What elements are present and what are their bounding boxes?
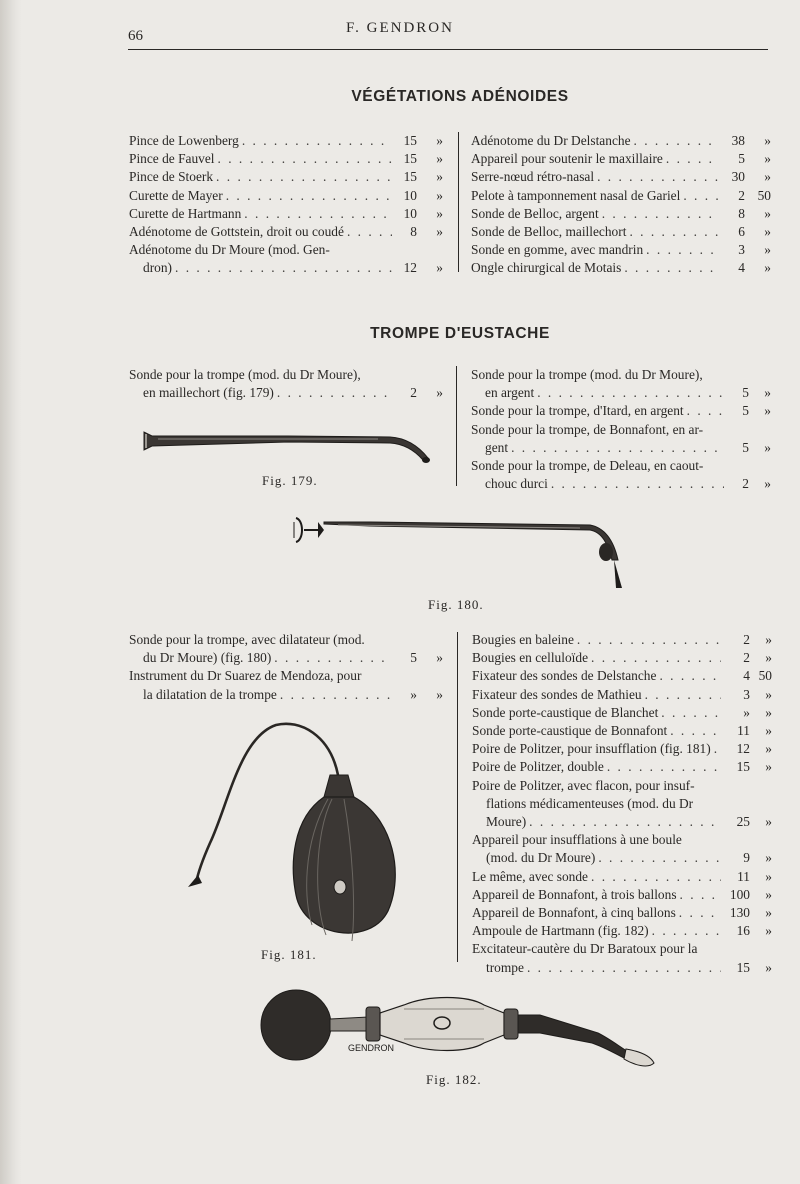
leader-dots bbox=[661, 704, 721, 722]
price-centimes: » bbox=[764, 242, 771, 258]
leader-dots bbox=[218, 150, 392, 168]
list-item bbox=[471, 187, 771, 205]
leader-dots bbox=[280, 686, 392, 704]
price-francs: 5 bbox=[738, 151, 745, 167]
leader-dots bbox=[537, 384, 724, 402]
price-centimes: » bbox=[436, 650, 443, 666]
page-number: 66 bbox=[128, 28, 143, 44]
figure-181-caption: Fig. 181. bbox=[261, 947, 317, 962]
price-francs: 12 bbox=[736, 741, 750, 757]
list-item bbox=[471, 421, 771, 457]
section-title-vegetations: VÉGÉTATIONS ADÉNOIDES bbox=[351, 88, 569, 105]
figure-179-caption: Fig. 179. bbox=[262, 473, 318, 488]
price-centimes: » bbox=[765, 923, 772, 939]
list-item bbox=[471, 150, 771, 168]
price-francs: 3 bbox=[738, 242, 745, 258]
item-label: Curette de Mayer bbox=[129, 187, 223, 203]
item-label-line2: chouc durci bbox=[485, 476, 548, 492]
item-label: Poire de Politzer, double bbox=[472, 759, 604, 775]
price-francs: 5 bbox=[742, 385, 749, 401]
leader-dots bbox=[602, 205, 720, 223]
item-label-line2: du Dr Moure) (fig. 180) bbox=[143, 650, 272, 666]
item-label-line1: Excitateur-cautère du Dr Baratoux pour la bbox=[472, 941, 698, 957]
price-centimes: » bbox=[764, 439, 771, 455]
leader-dots bbox=[666, 150, 720, 168]
price-francs: 30 bbox=[731, 169, 745, 185]
price-francs: 8 bbox=[738, 205, 745, 221]
price-centimes: » bbox=[764, 224, 771, 240]
price-centimes: » bbox=[764, 403, 771, 419]
item-label: Appareil pour soutenir le maxillaire bbox=[471, 151, 663, 167]
price-centimes: » bbox=[764, 260, 771, 276]
price-centimes: » bbox=[436, 151, 443, 167]
item-label-line1: Appareil pour insufflations à une boule bbox=[472, 832, 682, 848]
item-label: Sonde pour la trompe, d'Itard, en argent bbox=[471, 403, 684, 419]
item-label-line2: trompe bbox=[486, 959, 524, 975]
list-item bbox=[129, 667, 443, 703]
list-item bbox=[472, 831, 772, 867]
leader-dots bbox=[683, 187, 720, 205]
figure-182-hartmann-ampoule bbox=[258, 985, 658, 1077]
list-item bbox=[471, 223, 771, 241]
list-item bbox=[471, 168, 771, 186]
price-centimes: » bbox=[436, 224, 443, 240]
leader-dots bbox=[277, 384, 392, 402]
price-francs: 38 bbox=[731, 133, 745, 148]
list-item bbox=[129, 150, 443, 168]
figure-179-tube-sonde bbox=[138, 422, 433, 472]
price-centimes: » bbox=[765, 650, 772, 666]
item-label-line2: dron) bbox=[143, 260, 173, 276]
list-item bbox=[471, 132, 771, 150]
price-centimes: » bbox=[764, 133, 771, 148]
leader-dots bbox=[591, 868, 721, 886]
item-label: Le même, avec sonde bbox=[472, 868, 588, 884]
item-label-line1: Sonde pour la trompe, avec dilatateur (mod. bbox=[129, 632, 365, 647]
leader-dots bbox=[624, 259, 720, 277]
item-label: Adénotome du Dr Delstanche bbox=[471, 133, 631, 148]
list-item bbox=[472, 904, 772, 922]
price-francs: 3 bbox=[743, 686, 750, 702]
item-label-line1: Instrument du Dr Suarez de Mendoza, pour bbox=[129, 668, 362, 684]
leader-dots bbox=[634, 132, 720, 150]
item-label: Ongle chirurgical de Motais bbox=[471, 260, 622, 276]
price-centimes: 50 bbox=[757, 187, 771, 203]
leader-dots bbox=[347, 223, 392, 241]
page-gutter-shadow bbox=[0, 0, 22, 1184]
list-item bbox=[471, 259, 771, 277]
item-label-line1b: flations médicamenteuses (mod. du Dr bbox=[486, 795, 694, 811]
list-item bbox=[129, 631, 443, 667]
price-centimes: » bbox=[764, 151, 771, 167]
insufflation-left-column bbox=[129, 631, 443, 704]
leader-dots bbox=[629, 223, 720, 241]
price-francs: 4 bbox=[743, 668, 750, 684]
column-divider bbox=[457, 632, 458, 962]
item-label-line1: Adénotome du Dr Moure (mod. Gen- bbox=[129, 242, 330, 258]
price-francs: 2 bbox=[410, 385, 417, 401]
leader-dots bbox=[244, 205, 392, 223]
price-francs: 12 bbox=[403, 260, 417, 276]
leader-dots bbox=[714, 740, 721, 758]
list-item bbox=[472, 777, 772, 832]
price-francs: 10 bbox=[403, 187, 417, 203]
list-item bbox=[471, 366, 771, 402]
list-item bbox=[129, 366, 443, 402]
price-centimes: » bbox=[765, 741, 772, 757]
item-label-line2: Moure) bbox=[486, 814, 527, 830]
item-label: Poire de Politzer, pour insufflation (fig. 181) bbox=[472, 741, 711, 757]
price-centimes: 50 bbox=[758, 668, 772, 684]
leader-dots bbox=[680, 886, 721, 904]
price-centimes: » bbox=[765, 850, 772, 866]
item-label: Sonde porte-caustique de Blanchet bbox=[472, 704, 659, 720]
leader-dots bbox=[598, 849, 721, 867]
price-centimes: » bbox=[436, 260, 443, 276]
price-francs: 15 bbox=[403, 133, 417, 148]
list-item bbox=[472, 667, 772, 685]
running-title: F. GENDRON bbox=[346, 20, 454, 36]
figure-180-dilator-sonde bbox=[290, 508, 630, 598]
price-francs: 2 bbox=[742, 476, 749, 492]
price-francs: » bbox=[743, 704, 750, 720]
insufflation-right-column bbox=[472, 631, 772, 977]
price-francs: 2 bbox=[743, 632, 750, 647]
list-item bbox=[471, 457, 771, 493]
figure-182-maker-stamp: GENDRON bbox=[348, 1043, 395, 1053]
item-label-line2: gent bbox=[485, 439, 509, 455]
item-label: Pince de Stoerk bbox=[129, 169, 214, 185]
section-title-trompe: TROMPE D'EUSTACHE bbox=[370, 325, 550, 342]
price-francs: 15 bbox=[403, 169, 417, 185]
item-label-line1: Sonde pour la trompe, de Bonnafont, en ar- bbox=[471, 421, 704, 437]
price-francs: 11 bbox=[737, 723, 750, 739]
price-centimes: » bbox=[765, 723, 772, 739]
list-item bbox=[472, 886, 772, 904]
list-item bbox=[129, 187, 443, 205]
leader-dots bbox=[527, 959, 721, 977]
list-item bbox=[472, 631, 772, 649]
list-item bbox=[129, 223, 443, 241]
price-francs: 11 bbox=[737, 868, 750, 884]
item-label: Pince de Lowenberg bbox=[129, 133, 239, 148]
leader-dots bbox=[645, 686, 721, 704]
price-francs: 15 bbox=[736, 759, 750, 775]
price-centimes: » bbox=[765, 886, 772, 902]
price-francs: 5 bbox=[742, 403, 749, 419]
list-item bbox=[472, 758, 772, 776]
list-item bbox=[472, 704, 772, 722]
figure-180-caption: Fig. 180. bbox=[428, 597, 484, 612]
price-centimes: » bbox=[436, 686, 443, 702]
price-centimes: » bbox=[436, 133, 443, 148]
price-francs: 25 bbox=[736, 814, 750, 830]
item-label-line1: Sonde pour la trompe, de Deleau, en caout- bbox=[471, 458, 704, 474]
leader-dots bbox=[591, 649, 721, 667]
list-item bbox=[471, 241, 771, 259]
vegetations-left-column bbox=[129, 132, 443, 278]
list-item bbox=[129, 241, 443, 277]
price-francs: 4 bbox=[738, 260, 745, 276]
leader-dots bbox=[607, 758, 721, 776]
trompe-left-column bbox=[129, 366, 443, 402]
list-item bbox=[129, 132, 443, 150]
item-label-line1: Sonde pour la trompe (mod. du Dr Moure), bbox=[471, 367, 703, 382]
price-francs: » bbox=[410, 686, 417, 702]
item-label: Appareil de Bonnafont, à cinq ballons bbox=[472, 905, 676, 921]
item-label: Bougies en celluloïde bbox=[472, 650, 589, 666]
item-label-line2: (mod. du Dr Moure) bbox=[486, 850, 596, 866]
leader-dots bbox=[597, 168, 720, 186]
leader-dots bbox=[646, 241, 720, 259]
price-centimes: » bbox=[764, 205, 771, 221]
price-francs: 5 bbox=[742, 439, 749, 455]
list-item bbox=[471, 205, 771, 223]
price-francs: 15 bbox=[403, 151, 417, 167]
list-item bbox=[472, 649, 772, 667]
price-centimes: » bbox=[436, 385, 443, 401]
item-label: Bougies en baleine bbox=[472, 632, 574, 647]
leader-dots bbox=[652, 922, 721, 940]
leader-dots bbox=[274, 649, 392, 667]
list-item bbox=[472, 740, 772, 758]
list-item bbox=[471, 402, 771, 420]
price-francs: 130 bbox=[729, 905, 750, 921]
trompe-right-column bbox=[471, 366, 771, 493]
price-francs: 100 bbox=[729, 886, 750, 902]
leader-dots bbox=[687, 402, 724, 420]
price-centimes: » bbox=[764, 385, 771, 401]
price-francs: 15 bbox=[736, 959, 750, 975]
leader-dots bbox=[216, 168, 392, 186]
item-label: Pince de Fauvel bbox=[129, 151, 215, 167]
price-centimes: » bbox=[436, 169, 443, 185]
list-item bbox=[472, 922, 772, 940]
item-label: Curette de Hartmann bbox=[129, 205, 242, 221]
price-centimes: » bbox=[765, 759, 772, 775]
price-centimes: » bbox=[765, 814, 772, 830]
item-label-line2: en maillechort (fig. 179) bbox=[143, 385, 274, 401]
price-centimes: » bbox=[764, 169, 771, 185]
price-francs: 10 bbox=[403, 205, 417, 221]
price-francs: 5 bbox=[410, 650, 417, 666]
price-centimes: » bbox=[436, 187, 443, 203]
item-label-line2: la dilatation de la trompe bbox=[143, 686, 277, 702]
leader-dots bbox=[577, 631, 721, 649]
leader-dots bbox=[529, 813, 721, 831]
item-label: Fixateur des sondes de Delstanche bbox=[472, 668, 657, 684]
price-francs: 6 bbox=[738, 224, 745, 240]
price-francs: 16 bbox=[736, 923, 750, 939]
item-label: Sonde de Belloc, argent bbox=[471, 205, 599, 221]
price-francs: 2 bbox=[743, 650, 750, 666]
item-label: Sonde de Belloc, maillechort bbox=[471, 224, 627, 240]
list-item bbox=[129, 168, 443, 186]
column-divider bbox=[456, 366, 457, 486]
item-label: Sonde porte-caustique de Bonnafont bbox=[472, 723, 668, 739]
item-label-line2: en argent bbox=[485, 385, 535, 401]
leader-dots bbox=[175, 259, 392, 277]
leader-dots bbox=[242, 132, 392, 150]
list-item bbox=[472, 686, 772, 704]
item-label: Fixateur des sondes de Mathieu bbox=[472, 686, 642, 702]
price-francs: 2 bbox=[738, 187, 745, 203]
list-item bbox=[472, 940, 772, 976]
leader-dots bbox=[670, 722, 721, 740]
item-label: Serre-nœud rétro-nasal bbox=[471, 169, 595, 185]
leader-dots bbox=[659, 667, 721, 685]
figure-182-caption: Fig. 182. bbox=[426, 1072, 482, 1087]
leader-dots bbox=[226, 187, 392, 205]
item-label: Adénotome de Gottstein, droit ou coudé bbox=[129, 224, 344, 240]
header-rule bbox=[128, 49, 768, 50]
item-label: Appareil de Bonnafont, à trois ballons bbox=[472, 886, 677, 902]
column-divider bbox=[458, 132, 459, 272]
price-centimes: » bbox=[765, 868, 772, 884]
item-label: Ampoule de Hartmann (fig. 182) bbox=[472, 923, 649, 939]
item-label: Sonde en gomme, avec mandrin bbox=[471, 242, 644, 258]
price-centimes: » bbox=[765, 704, 772, 720]
leader-dots bbox=[551, 475, 724, 493]
price-centimes: » bbox=[436, 205, 443, 221]
price-centimes: » bbox=[765, 632, 772, 647]
list-item bbox=[129, 205, 443, 223]
price-centimes: » bbox=[765, 959, 772, 975]
price-francs: 8 bbox=[410, 224, 417, 240]
figure-181-politzer-bulb bbox=[180, 715, 410, 950]
price-centimes: » bbox=[765, 686, 772, 702]
item-label-line1: Poire de Politzer, avec flacon, pour insuf- bbox=[472, 777, 695, 793]
vegetations-right-column bbox=[471, 132, 771, 278]
leader-dots bbox=[511, 439, 724, 457]
list-item bbox=[472, 722, 772, 740]
price-centimes: » bbox=[765, 905, 772, 921]
list-item bbox=[472, 868, 772, 886]
price-centimes: » bbox=[764, 476, 771, 492]
item-label: Pelote à tamponnement nasal de Gariel bbox=[471, 187, 681, 203]
item-label-line1: Sonde pour la trompe (mod. du Dr Moure), bbox=[129, 367, 361, 382]
price-francs: 9 bbox=[743, 850, 750, 866]
leader-dots bbox=[679, 904, 721, 922]
